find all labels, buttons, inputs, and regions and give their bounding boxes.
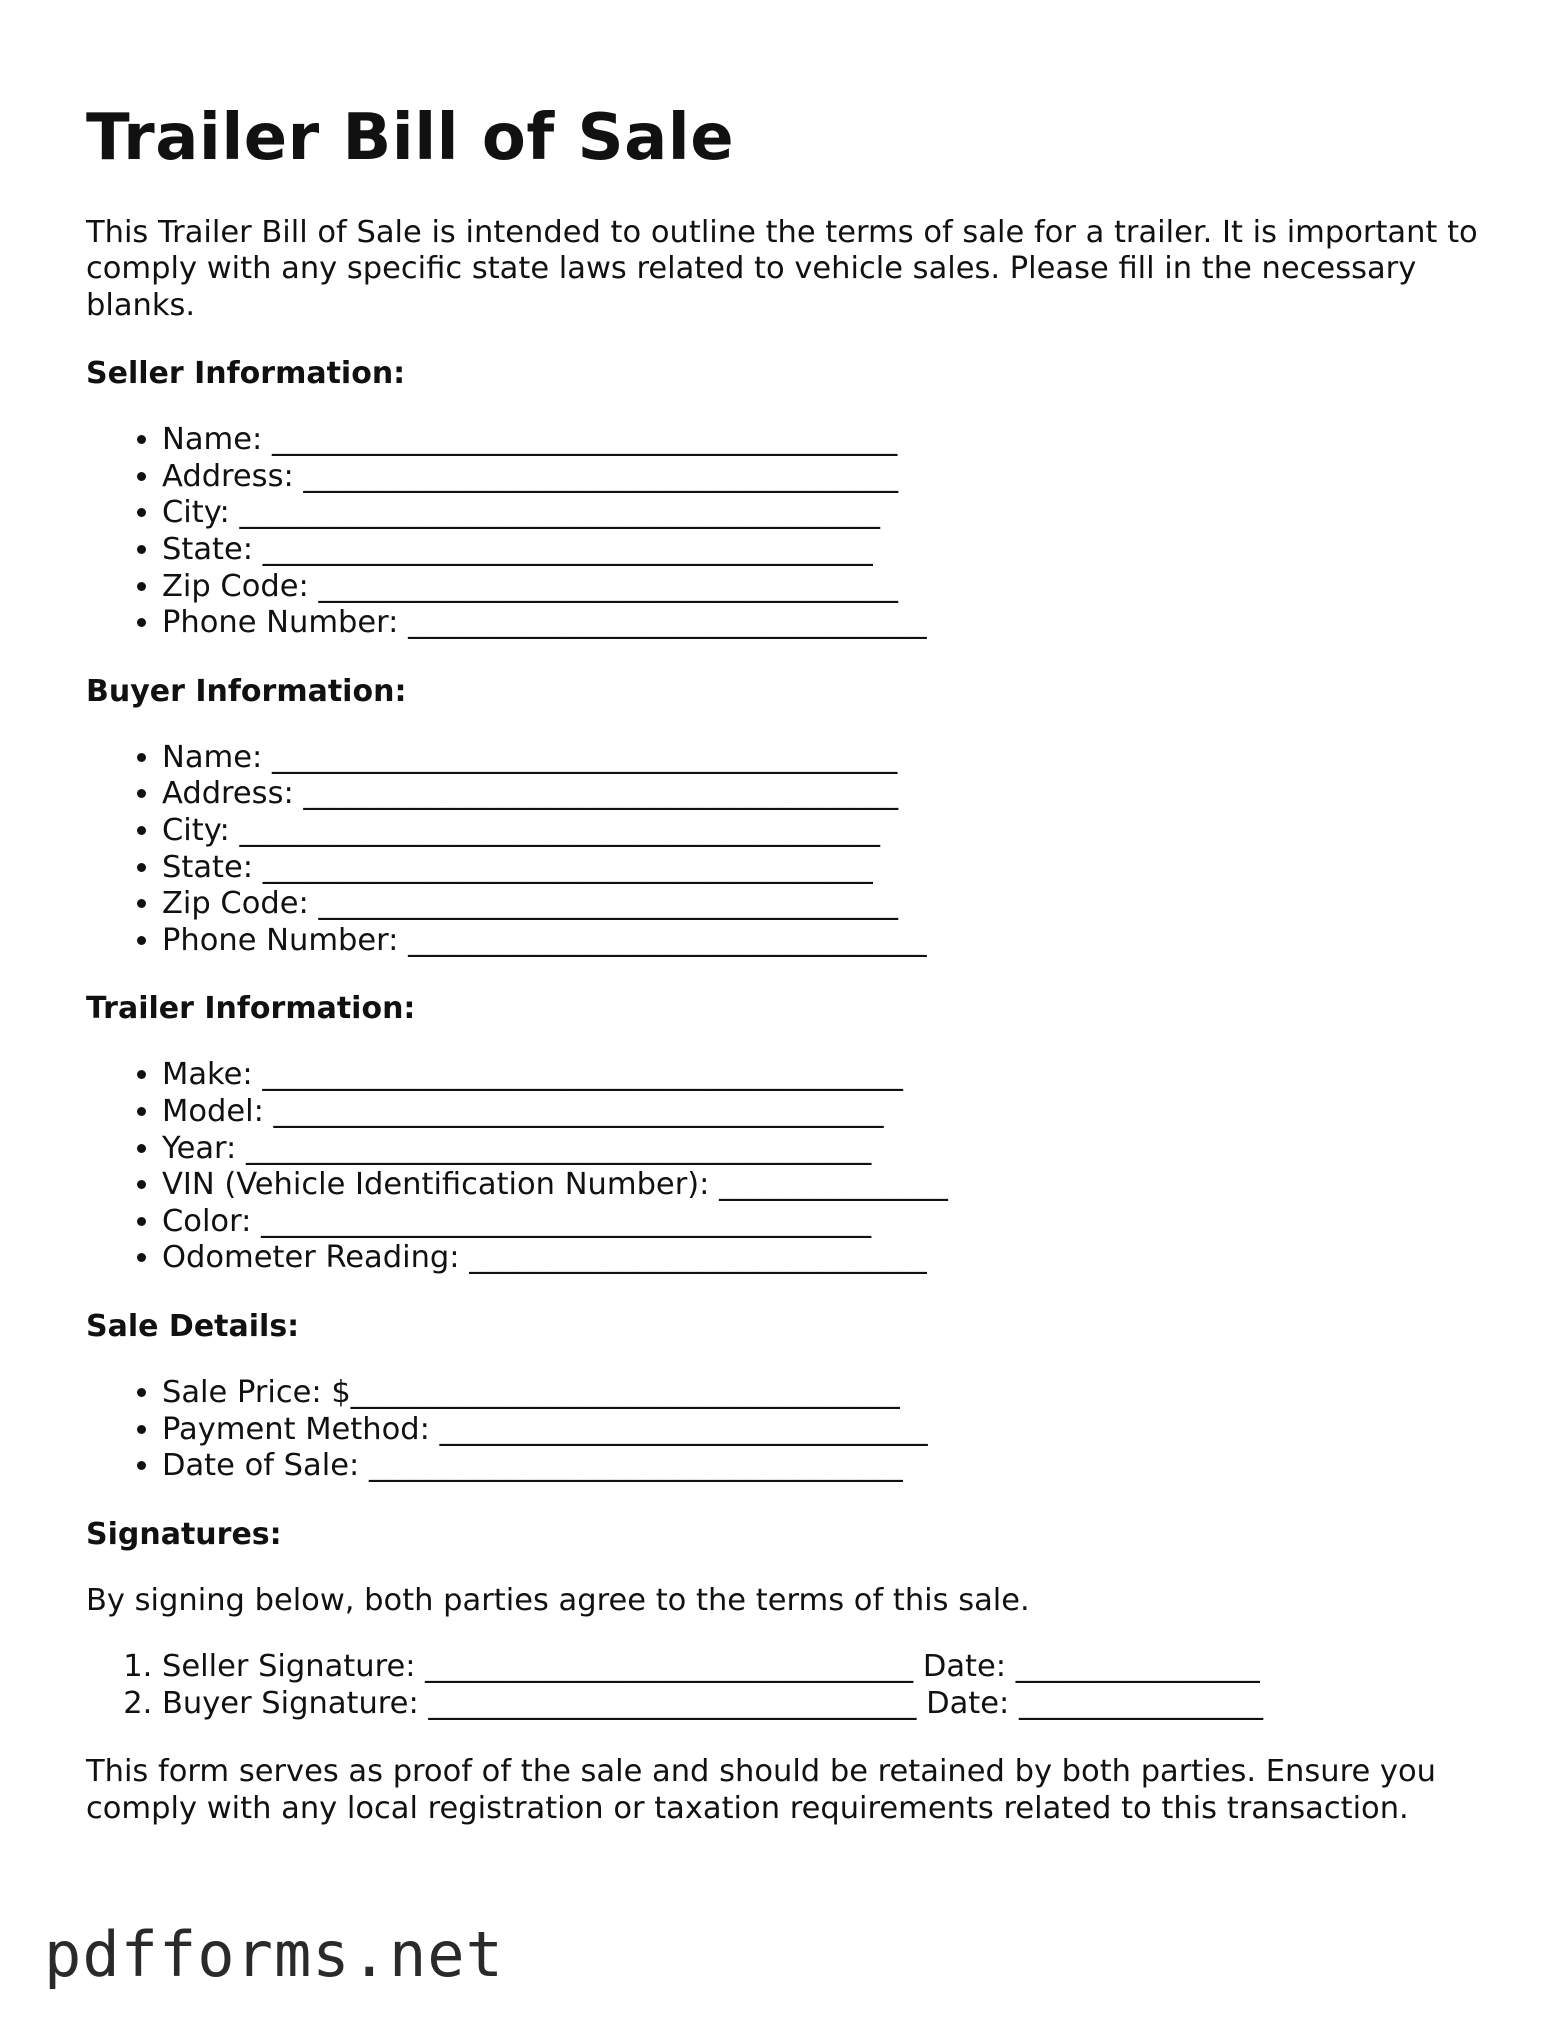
seller-state-field[interactable]: • State: ________________________________________ [162,532,1496,569]
signatures-intro: By signing below, both parties agree to the terms of this sale. [86,1582,1030,1618]
trailer-fields-list [86,1057,1496,1277]
trailer-vin-field[interactable]: • VIN (Vehicle Identification Number): _______________ [162,1167,1496,1204]
trailer-heading: Trailer Information: [86,991,416,1027]
seller-zip-field[interactable]: • Zip Code: ______________________________________ [162,569,1496,606]
seller-address-field[interactable]: • Address: _______________________________________ [162,459,1496,496]
document-title: Trailer Bill of Sale [86,101,735,175]
sale-heading: Sale Details: [86,1308,300,1344]
signature-lines-list [86,1649,1496,1722]
buyer-phone-field[interactable]: • Phone Number: __________________________________ [162,923,1496,960]
seller-signature-line[interactable]: 1. Seller Signature: ________________________________ Date: ________________ [162,1649,1496,1686]
trailer-make-field[interactable]: • Make: __________________________________________ [162,1057,1496,1094]
seller-city-field[interactable]: • City: __________________________________________ [162,495,1496,532]
seller-name-field[interactable]: • Name: _________________________________________ [162,422,1496,459]
date-of-sale-field[interactable]: • Date of Sale: ___________________________________ [162,1448,1496,1485]
buyer-heading: Buyer Information: [86,673,407,709]
seller-fields-list [86,422,1496,642]
buyer-state-field[interactable]: • State: ________________________________________ [162,850,1496,887]
buyer-fields-list [86,740,1496,960]
seller-heading: Seller Information: [86,356,406,392]
signatures-heading: Signatures: [86,1516,282,1552]
buyer-zip-field[interactable]: • Zip Code: ______________________________________ [162,886,1496,923]
trailer-model-field[interactable]: • Model: ________________________________________ [162,1094,1496,1131]
payment-method-field[interactable]: • Payment Method: ________________________________ [162,1412,1496,1449]
closing-paragraph: This form serves as proof of the sale and should be retained by both parties. Ensure you comply with any local registration or taxation requirements related to this transaction. [86,1754,1436,1826]
trailer-year-field[interactable]: • Year: _________________________________________ [162,1131,1496,1168]
sale-price-field[interactable]: • Sale Price: $____________________________________ [162,1375,1496,1412]
intro-paragraph: This Trailer Bill of Sale is intended to outline the terms of sale for a trailer. It is important to comply with any specific state laws related to vehicle sales. Please fill in the necessary blanks. [86,214,1478,323]
sale-fields-list [86,1375,1496,1485]
seller-phone-field[interactable]: • Phone Number: __________________________________ [162,605,1496,642]
trailer-odometer-field[interactable]: • Odometer Reading: ______________________________ [162,1240,1496,1277]
buyer-address-field[interactable]: • Address: _______________________________________ [162,776,1496,813]
buyer-name-field[interactable]: • Name: _________________________________________ [162,740,1496,777]
buyer-city-field[interactable]: • City: __________________________________________ [162,813,1496,850]
buyer-signature-line[interactable]: 2. Buyer Signature: ________________________________ Date: ________________ [162,1686,1496,1723]
trailer-color-field[interactable]: • Color: ________________________________________ [162,1204,1496,1241]
watermark-logo: pdfforms.net [44,1918,504,1991]
document-page [86,100,1496,1827]
